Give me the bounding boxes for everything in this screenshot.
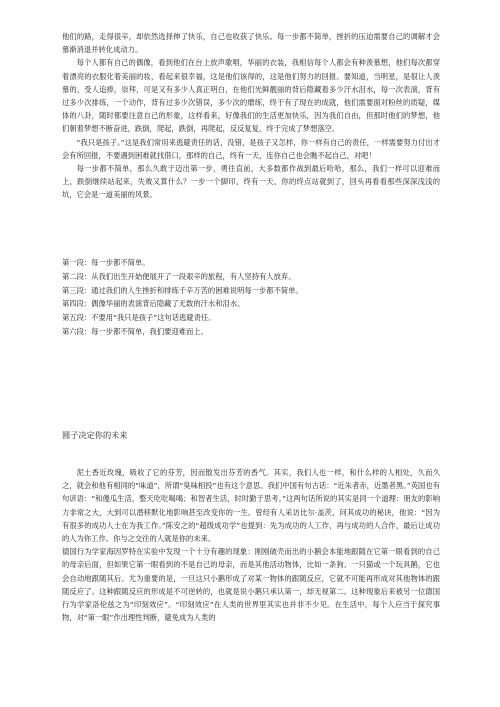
essay-two-paragraph-1: 泥土香近玫瑰，吸收了它的芬芳，因而散发出芬芳的香气。其实，我们人也一样，和什么样的人相处，久而久之，就会和他有相同的“味道”，所谓“臭味相投”也有这个意思。我们中国有句古话：“近朱者赤，近墨者黑。”英国也有句谚语：“和傻瓜生活，整天吃吃喝喝；和智者生活，时时勤于思考。”这两句话所说的其实是同一个道理：朋友的影响力非常之大，大到可以潜移默化地影响甚至改变你的一生。曾经有人采访比尔·盖茨，问其成功的秘诀，他说：“因为有很多的成功人士在为我工作。”陈安之的“超级成功学”也提到：先为成功的人工作，再与成功的人合作，最后让成功的人为你工作。你与之交往的人就是你的未来。: [62, 468, 440, 544]
outline-item: 第三段：通过我们的人生挫折和排练千辛万苦的困难说明每一步都不简单。: [62, 285, 303, 295]
essay-one-paragraph-1: 他们的路，走得很辛，却依然选择伸了快乐，自己也收获了快乐。每一步都不简单，挫折的压迫需要自己的调解才会慕渐消退并转化成动力。: [62, 32, 440, 55]
essay-two-paragraph-2: 德国行为学家海因罗特在实验中发现一个十分有趣的现象：刚刚破壳而出的小鹅会本能地跟随在它第一眼看到的自己的母亲后面，但如果它第一眼看到的不是自己的母亲，而是其他活动物体，比如一条狗、一只猫或一个玩具鹅，它也会自动地跟随其后。尤为重要的是，一旦这只小鹅形成了对某一物体的跟随反应，它就不可能再形成对其他物体的跟随反应了。这种跟随反应的形成是不可逆转的，也就是说小鹅只承认第一，却无视第二。这种现象后来被另一位德国行为学家洛伦兹之为“印刻效应”。“印刻效应”在人类的世界里其实也并非不少见。在生活中，每个人应当于探究事物，对“第一眼”作出理性判断，避免成为人类的: [62, 547, 440, 623]
outline-item: 第二段：从我们出生开始便展开了一段艰辛的旅程，有人坚持有人放弃。: [62, 271, 296, 281]
essay-two-title: [62, 428, 440, 442]
essay-one-paragraph-3: “我只是孩子。”这是我们常用来逃避责任的话，没错，是孩子又怎样，你一样有自己的责任，一样需要努力付出才会有所回报，不要遇到困难就找借口，那样的自己，终有一天，连你自己也会瞧不起自己，对吧！: [62, 137, 440, 160]
essay-two-heading: 圆子决定你的未来: [62, 430, 128, 440]
outline-item: 第一段：每一步都不简单。: [62, 258, 150, 267]
essay-two-body: [62, 466, 440, 624]
outline-item: 第五段：不要用“我只是孩子”这句话逃避责任。: [62, 313, 216, 323]
outline-item: 第四段：偶像华丽的表演背后隐藏了无数的汗水和泪水。: [62, 299, 245, 309]
paragraph-outline: [62, 256, 440, 339]
essay-one-paragraph-4: 每一步都不简单，那么久敢于迈出第一步，勇往直前，大多数都作战到最后哈哈，那么，我们一样可以迎难而上，跌倒继续站起来，失败又算什么？一步一个脚印，终有一天，你的终点站就到了，回头再看看那些深深浅浅的坑，它会是一道美丽的风景。: [62, 164, 440, 200]
essay-one-body: [62, 30, 440, 202]
essay-one-paragraph-2: 每个人都有自己的偶像，看到他们在台上放声歌唱，华丽的衣装，我相信每个人都会有种羡慕想，他们每次都穿着漂亮的衣服化着美丽的妆，看起来很幸福，这是他们该得的，这是他们努力的回报。要知道，当明星，是很让人羡慕的，受人追捧，崇拜，可是又有多少人真正明白，在他们光鲜靓丽的背后隐藏着多少汗水泪水，每一次表演，背有过多少次排练，一个动作，背有过多少次错误，多少次的磨练，终于有了现在的成就，他们需要面对粉丝的质疑，媒体的八卦，随时都要注意自己的形象，这样看来，好像我们的生活更加快乐，因为我们自由，但那时他们的梦想，他们朝着梦想不断奋进，跌倒，爬起，跌倒，再爬起，反反复复，终于完成了梦想落空。: [62, 58, 440, 134]
outline-item: 第六段：每一步都不简单，我们要迎难而上。: [62, 326, 208, 336]
